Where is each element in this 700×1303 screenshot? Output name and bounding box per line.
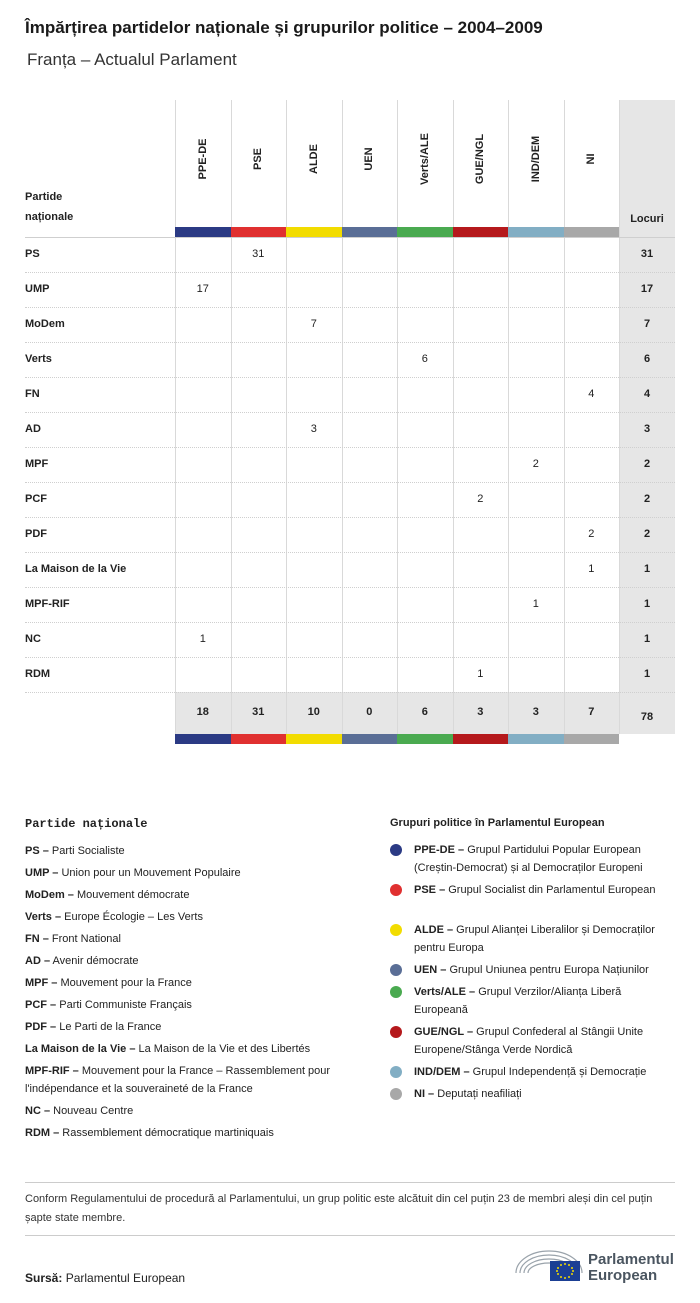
column-header: PPE-DE [196,138,209,180]
row-total: 1 [643,598,651,610]
group-code: PSE – [414,884,446,896]
row-label: AD [25,423,41,435]
group-color-dot [390,1066,402,1078]
table-cell: 2 [477,493,484,505]
row-total: 2 [643,458,651,470]
row-label: MPF-RIF [25,598,70,610]
party-legend-title: Partide naționale [25,817,148,831]
group-color-bar [342,734,398,744]
group-name: Grupul Uniunea pentru Europa Națiunilor [446,964,649,976]
party-name: Union pour un Mouvement Populaire [58,867,241,879]
group-color-bar [564,227,620,237]
party-name: Parti Communiste Français [56,999,192,1011]
row-divider [25,412,675,413]
group-name: Grupul Socialist din Parlamentul European [445,884,656,896]
party-code: La Maison de la Vie – [25,1043,136,1055]
row-header-line: Partide [25,191,63,203]
group-color-bar [231,227,287,237]
party-name: Mouvement pour la France – Rassemblement pour l'indépendance et la souveraineté de la France [25,1065,331,1095]
column-header: Verts/ALE [418,133,431,185]
party-code: MPF-RIF – [25,1065,79,1077]
group-legend-item [414,1085,676,1103]
table-cell: 1 [532,598,539,610]
table-cell: 2 [588,528,595,540]
group-code: ALDE – [414,924,454,936]
party-name: Mouvement pour la France [57,977,192,989]
total-header: Locuri [630,213,664,225]
group-legend-item [414,841,676,877]
column-header: UEN [363,147,376,171]
group-legend-item [414,961,676,979]
group-color-dot [390,1088,402,1100]
group-legend-item [414,983,676,1019]
group-color-bar [286,227,342,237]
group-color-bar [286,734,342,744]
party-legend-item [25,1018,365,1036]
group-code: UEN – [414,964,447,976]
column-divider [508,100,509,734]
divider [25,1182,675,1183]
party-code: NC – [25,1105,51,1117]
group-color-bar [342,227,398,237]
group-color-bar [231,734,287,744]
table-cell: 1 [199,633,206,645]
group-color-dot [390,924,402,936]
party-code: UMP – [25,867,59,879]
party-name: Front National [48,933,121,945]
column-total: 31 [252,706,265,718]
party-name: Nouveau Centre [50,1105,134,1117]
row-total: 1 [643,633,651,645]
row-header [25,187,73,227]
column-total: 3 [477,706,484,718]
party-legend-item [25,1102,365,1120]
row-label: PCF [25,493,47,505]
group-name: Grupul Confederal al Stângii Unite Europene/Stânga Verde Nordică [414,1026,644,1056]
row-total: 6 [643,353,651,365]
group-legend-item [414,881,676,899]
party-code: PDF – [25,1021,57,1033]
group-color-bar [564,734,620,744]
row-header-line: naționale [25,211,74,223]
row-label: RDM [25,668,51,680]
group-color-dot [390,844,402,856]
row-label: MPF [25,458,49,470]
party-code: FN – [25,933,49,945]
party-legend-item [25,996,365,1014]
row-divider [25,272,675,273]
row-divider [25,517,675,518]
source [25,1271,185,1285]
party-legend-item [25,1062,365,1098]
party-code: AD – [25,955,51,967]
table-cell: 2 [532,458,539,470]
parliament-logo-icon [514,1245,584,1283]
table-cell: 7 [310,318,317,330]
group-name: Grupul Alianței Liberalilor și Democraților pentru Europa [414,924,655,954]
row-label: MoDem [25,318,65,330]
row-label: La Maison de la Vie [25,563,127,575]
divider [25,1235,675,1236]
group-color-dot [390,986,402,998]
party-legend-item [25,974,365,992]
row-label: PDF [25,528,47,540]
party-legend-item [25,952,365,970]
logo-text [588,1252,674,1284]
page-subtitle: Franța – Actualul Parlament [27,50,237,69]
row-divider [25,587,675,588]
column-divider [342,100,343,734]
row-total: 31 [640,248,654,260]
group-code: GUE/NGL – [414,1026,474,1038]
rules-note: Conform Regulamentului de procedură al Parlamentului, un grup politic este alcătuit din cel puțin 23 de membri aleși din cel puțin șapte state membre. [25,1193,653,1224]
column-header: IND/DEM [529,135,542,183]
row-divider [25,657,675,658]
party-code: PCF – [25,999,57,1011]
row-total: 7 [643,318,651,330]
group-color-bar [397,227,453,237]
row-total: 2 [643,493,651,505]
row-divider [25,307,675,308]
party-legend-item [25,864,365,882]
row-total: 4 [643,388,651,400]
table-cell: 31 [252,248,265,260]
grand-total: 78 [640,711,654,723]
logo-line: Parlamentul [588,1251,674,1268]
row-divider [25,692,675,693]
party-code: MPF – [25,977,58,989]
column-divider [286,100,287,734]
group-color-bar [508,734,564,744]
column-header: PSE [252,148,265,171]
group-name: Grupul Partidului Popular European (Creștin-Democrat) și al Democraților Europeni [414,844,643,874]
column-divider [231,100,232,734]
party-code: RDM – [25,1127,60,1139]
row-label: NC [25,633,41,645]
party-code: PS – [25,845,49,857]
group-name: Deputați neafiliați [434,1088,522,1100]
group-color-bar [453,734,509,744]
party-legend-item [25,886,365,904]
group-color-bar [175,227,231,237]
row-divider [25,377,675,378]
group-legend-item [414,1023,676,1059]
row-label: FN [25,388,40,400]
column-total: 3 [532,706,539,718]
party-legend-item [25,842,365,860]
group-color-dot [390,1026,402,1038]
party-name: Parti Socialiste [48,845,125,857]
column-total: 18 [196,706,209,718]
table-cell: 1 [588,563,595,575]
logo-line: European [588,1267,658,1284]
group-code: Verts/ALE – [414,986,476,998]
group-legend-title: Grupuri politice în Parlamentul European [390,817,605,829]
table-cell: 17 [196,283,209,295]
group-color-dot [390,964,402,976]
group-code: PPE-DE – [414,844,465,856]
row-divider [25,482,675,483]
column-divider [564,100,565,734]
group-color-bar [508,227,564,237]
column-header: ALDE [307,144,320,174]
row-label: Verts [25,353,52,365]
column-divider [453,100,454,734]
party-name: Mouvement démocrate [73,889,190,901]
party-name: Europe Écologie – Les Verts [61,911,203,923]
row-total: 1 [643,668,651,680]
group-color-bar [175,734,231,744]
party-name: Le Parti de la France [56,1021,162,1033]
group-color-bar [453,227,509,237]
party-code: MoDem – [25,889,74,901]
column-header: GUE/NGL [474,133,487,185]
row-divider [25,622,675,623]
source-label: Sursă: [25,1271,63,1285]
row-label: UMP [25,283,50,295]
row-total: 17 [640,283,654,295]
row-divider [25,342,675,343]
group-legend-item [414,1063,676,1081]
row-divider [25,447,675,448]
group-name: Grupul Independență și Democrație [469,1066,647,1078]
group-name: Grupul Verzilor/Alianța Liberă Europeană [414,986,622,1016]
party-legend-item [25,1040,365,1058]
column-total: 7 [588,706,595,718]
column-divider [397,100,398,734]
row-divider [25,552,675,553]
group-color-bar [397,734,453,744]
row-divider [25,237,675,238]
row-total: 3 [643,423,651,435]
group-code: IND/DEM – [414,1066,470,1078]
party-legend-item [25,930,365,948]
party-name: La Maison de la Vie et des Libertés [135,1043,311,1055]
column-total: 6 [421,706,428,718]
group-color-dot [390,884,402,896]
party-name: Rassemblement démocratique martiniquais [59,1127,274,1139]
column-total: 10 [307,706,320,718]
party-name: Avenir démocrate [50,955,139,967]
party-legend-item [25,908,365,926]
row-total: 2 [643,528,651,540]
table-cell: 3 [310,423,317,435]
table-cell: 4 [588,388,595,400]
column-total: 0 [366,706,373,718]
party-legend-item [25,1124,365,1142]
source-value: Parlamentul European [62,1271,186,1285]
party-code: Verts – [25,911,62,923]
table-cell: 6 [421,353,428,365]
page-title: Împărțirea partidelor naționale și grupurilor politice – 2004–2009 [25,18,543,37]
row-total: 1 [643,563,651,575]
column-header: NI [585,153,598,165]
group-code: NI – [414,1088,435,1100]
row-label: PS [25,248,40,260]
table-cell: 1 [477,668,484,680]
group-legend-item [414,921,676,957]
